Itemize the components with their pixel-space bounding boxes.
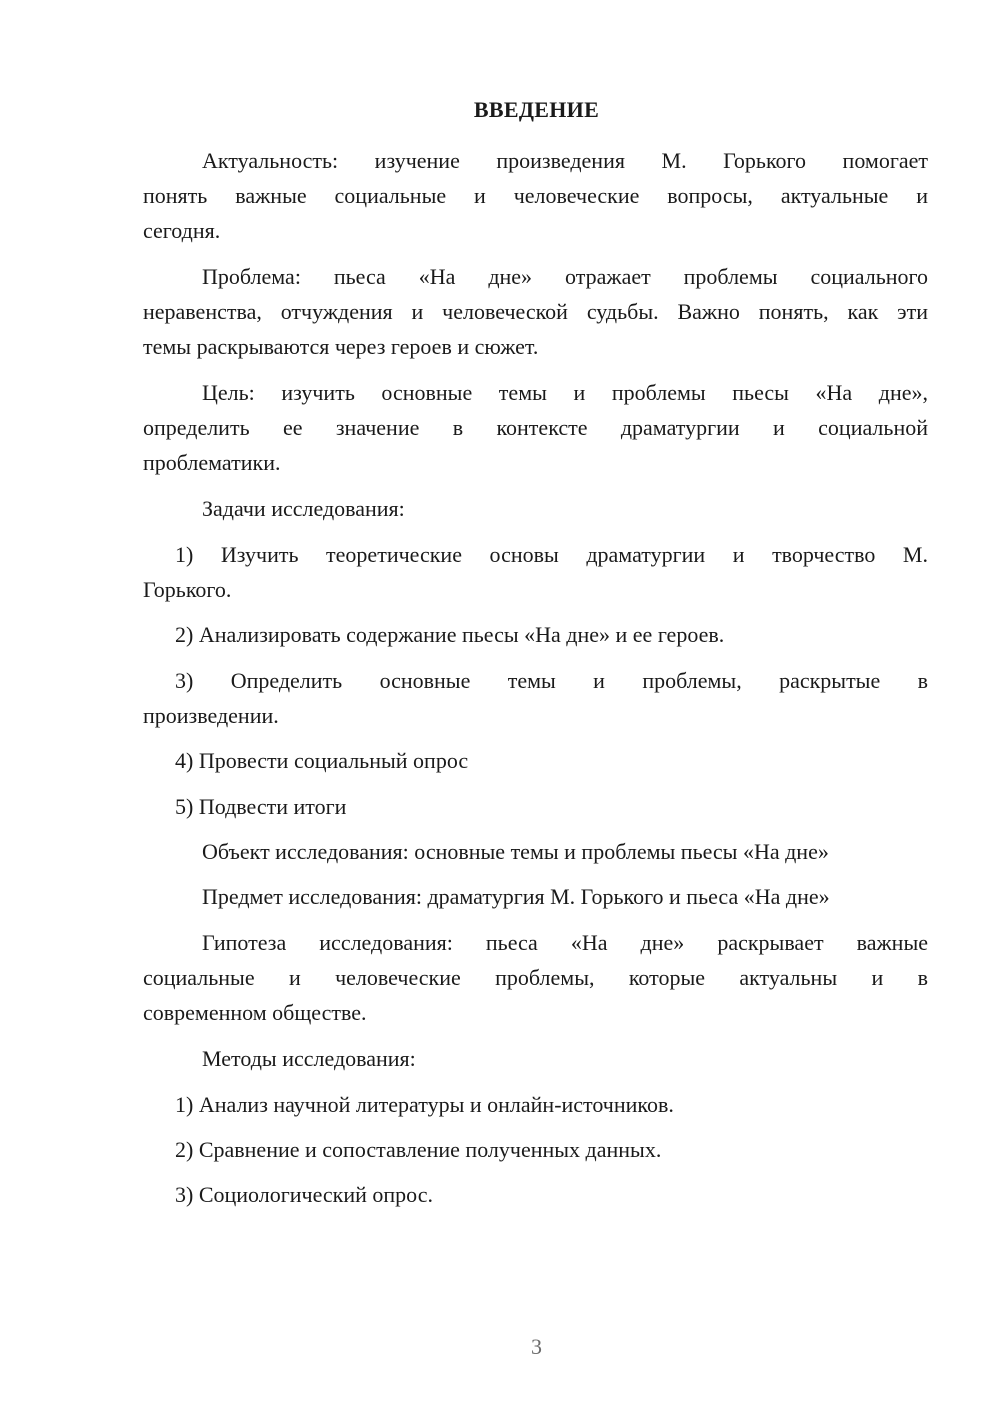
page-number: 3 <box>531 1334 542 1359</box>
task-2: 2) Анализировать содержание пьесы «На дне» и ее героев. <box>175 622 725 647</box>
problem-line-3: темы раскрываются через героев и сюжет. <box>143 334 539 359</box>
problem-line-2: неравенства, отчуждения и человеческой судьбы. Важно понять, как эти <box>143 299 928 324</box>
goal-line-3: проблематики. <box>143 450 281 475</box>
method-2: 2) Сравнение и сопоставление полученных данных. <box>175 1137 662 1162</box>
relevance-line-3: сегодня. <box>143 218 221 243</box>
hypothesis-line-2: социальные и человеческие проблемы, которые актуальны и в <box>143 965 928 990</box>
research-subject: Предмет исследования: драматургия М. Горького и пьеса «На дне» <box>202 884 830 909</box>
goal-line-2: определить ее значение в контексте драматургии и социальной <box>143 415 928 440</box>
hypothesis-line-3: современном обществе. <box>143 1000 367 1025</box>
task-5: 5) Подвести итоги <box>175 794 347 819</box>
task-1-line-1: 1) Изучить теоретические основы драматургии и творчество М. <box>175 542 928 567</box>
research-object: Объект исследования: основные темы и проблемы пьесы «На дне» <box>202 839 829 864</box>
hypothesis-line-1: Гипотеза исследования: пьеса «На дне» раскрывает важные <box>202 930 928 955</box>
methods-heading: Методы исследования: <box>202 1046 416 1071</box>
relevance-line-2: понять важные социальные и человеческие вопросы, актуальные и <box>143 183 928 208</box>
tasks-heading: Задачи исследования: <box>202 496 405 521</box>
task-4: 4) Провести социальный опрос <box>175 748 469 773</box>
problem-line-1: Проблема: пьеса «На дне» отражает проблемы социального <box>202 264 928 289</box>
relevance-line-1: Актуальность: изучение произведения М. Горького помогает <box>202 148 928 173</box>
method-1: 1) Анализ научной литературы и онлайн-источников. <box>175 1092 674 1117</box>
page-title: ВВЕДЕНИЕ <box>473 97 600 122</box>
task-3-line-1: 3) Определить основные темы и проблемы, раскрытые в <box>175 668 928 693</box>
method-3: 3) Социологический опрос. <box>175 1182 433 1207</box>
task-1-line-2: Горького. <box>143 577 232 602</box>
task-3-line-2: произведении. <box>143 703 279 728</box>
goal-line-1: Цель: изучить основные темы и проблемы пьесы «На дне», <box>202 380 928 405</box>
